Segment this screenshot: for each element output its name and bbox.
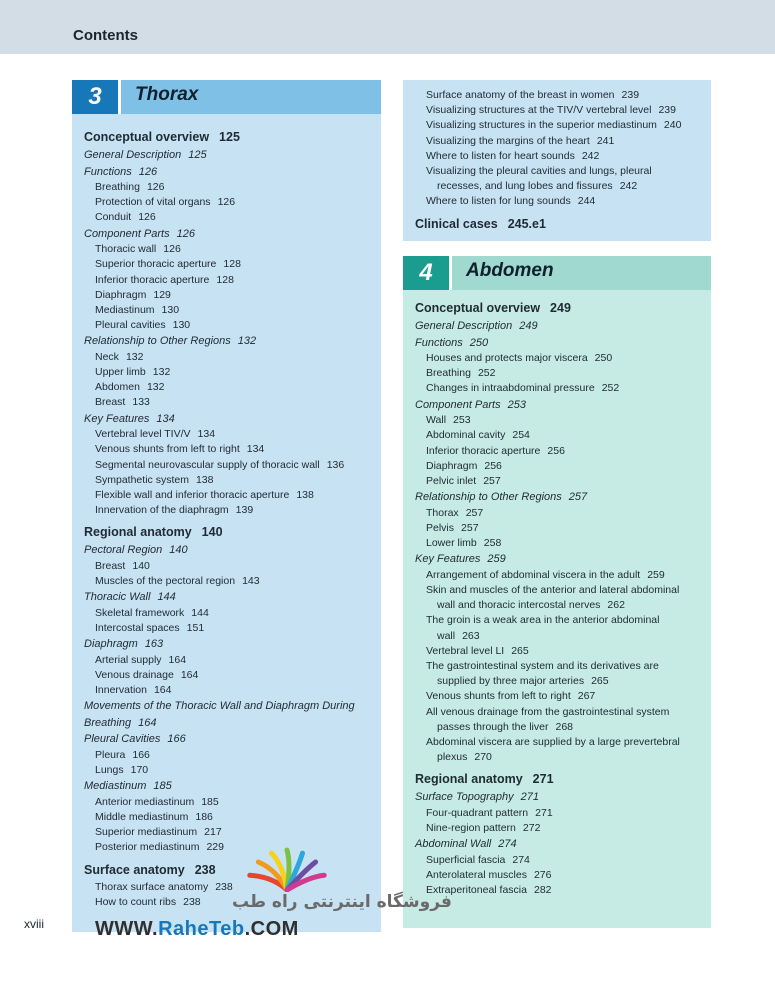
toc-entry-title: Posterior mediastinum [95, 841, 200, 854]
toc-entry[interactable] [415, 318, 701, 335]
toc-entry[interactable] [415, 644, 701, 659]
toc-entry-page: 186 [195, 810, 213, 823]
toc-entry-page: 244 [577, 195, 596, 208]
toc-entry[interactable] [84, 226, 371, 243]
toc-entry-title: Visualizing structures at the TIV/V vertebral level [426, 104, 652, 117]
toc-entry-page: 267 [577, 690, 596, 703]
toc-entry[interactable] [415, 689, 701, 704]
toc-entry-title: Surface anatomy [84, 862, 185, 877]
toc-entry-title: Regional anatomy [84, 525, 192, 540]
toc-entry-page: 151 [186, 621, 205, 634]
toc-entry-continued-text: passes through the liver [437, 720, 549, 733]
toc-entry[interactable] [84, 589, 371, 606]
toc-entry-title: Arrangement of abdominal viscera in the adult [426, 568, 641, 581]
toc-entry-page: 144 [157, 591, 176, 604]
toc-entry-title: Vertebral level TIV/V [95, 428, 191, 441]
toc-entry-title: Surface anatomy of the breast in women [426, 89, 615, 101]
toc-entry-page: 257 [465, 506, 484, 519]
toc-entry-title: Where to listen for lung sounds [426, 195, 571, 208]
toc-entry[interactable] [415, 335, 701, 352]
toc-entry[interactable] [415, 836, 701, 853]
watermark-url-prefix: WWW. [95, 918, 159, 940]
toc-entry-page: 143 [242, 575, 260, 588]
toc-entry-page: 271 [520, 791, 540, 804]
book-fan-logo-icon [247, 842, 327, 892]
toc-entry-page: 140 [169, 544, 188, 557]
toc-entry-continued-text: supplied by three major arteries [437, 675, 585, 688]
toc-entry-title: Venous shunts from left to right [426, 690, 571, 703]
toc-entry[interactable] [84, 411, 371, 428]
toc-entry-title: Upper limb [95, 366, 146, 379]
toc-entry-page: 252 [601, 382, 620, 395]
toc-entry-page: 132 [146, 381, 165, 394]
toc-entry[interactable] [84, 257, 371, 272]
toc-entry[interactable] [415, 118, 701, 133]
toc-entry-page: 129 [153, 288, 171, 301]
chapter-4-title: Abdomen [466, 260, 554, 281]
toc-entry[interactable] [84, 542, 371, 559]
toc-entry-title: Abdominal Wall [415, 838, 492, 851]
chapter-4-panel [403, 256, 711, 928]
chapter-3-title: Thorax [135, 84, 199, 105]
toc-entry[interactable] [84, 380, 371, 395]
toc-entry[interactable] [84, 350, 371, 365]
toc-entry-title: Pleura [95, 748, 126, 761]
toc-entry-title: Pleural cavities [95, 319, 166, 332]
toc-entry-title: Thoracic Wall [84, 591, 151, 604]
toc-entry-page: 125 [219, 130, 240, 144]
toc-entry-title: Surface Topography [415, 791, 514, 804]
toc-entry[interactable] [84, 503, 371, 518]
toc-entry-page: 239 [658, 104, 676, 117]
toc-entry[interactable] [415, 506, 701, 521]
toc-entry-page: 250 [594, 352, 613, 364]
toc-entry-title: Thoracic wall [95, 243, 157, 256]
toc-entry-page: 274 [512, 853, 530, 866]
toc-entry-title: Lower limb [426, 537, 477, 550]
toc-entry-title: Diaphragm [95, 288, 147, 301]
toc-entry-page: 164 [153, 684, 172, 697]
toc-entry[interactable] [84, 242, 371, 257]
toc-entry-page: 257 [461, 521, 479, 534]
toc-entry[interactable] [415, 613, 701, 643]
toc-entry-title: The gastrointestinal system and its derivatives are [426, 659, 659, 672]
toc-entry[interactable] [415, 568, 701, 583]
toc-entry[interactable] [415, 474, 701, 489]
toc-entry-page: 128 [216, 273, 234, 286]
toc-entry[interactable] [415, 536, 701, 551]
toc-entry-title-continued [426, 629, 701, 644]
toc-entry-page: 166 [167, 733, 186, 746]
toc-entry-page: 238 [183, 895, 201, 908]
toc-entry-page: 128 [223, 258, 241, 271]
toc-entry-page: 238 [194, 862, 216, 877]
toc-entry-page: 239 [621, 89, 640, 101]
toc-entry-page: 132 [237, 335, 257, 348]
toc-entry-title: Abdomen [95, 381, 140, 394]
toc-entry-title-continued [426, 750, 701, 765]
toc-entry-page: 253 [507, 398, 526, 411]
toc-entry-page: 249 [519, 320, 538, 332]
toc-entry-page: 259 [647, 568, 665, 581]
toc-entry-page: 134 [246, 443, 265, 456]
toc-entry[interactable] [84, 303, 371, 318]
toc-entry-title: Visualizing the margins of the heart [426, 134, 590, 147]
toc-entry-title: Relationship to Other Regions [84, 335, 231, 348]
toc-entry[interactable] [415, 366, 701, 381]
watermark-url [95, 918, 299, 941]
toc-entry[interactable] [415, 771, 701, 787]
toc-entry-title: Skin and muscles of the anterior and lateral abdominal [426, 583, 680, 596]
toc-entry-title-continued [426, 674, 701, 689]
toc-entry-title: Pectoral Region [84, 544, 163, 557]
toc-entry-title: Clinical cases [415, 216, 498, 231]
toc-entry-page: 257 [568, 491, 588, 504]
toc-entry[interactable] [84, 473, 371, 488]
chapter-3-panel [72, 80, 381, 932]
toc-entry-page: 164 [138, 716, 157, 729]
toc-entry-title: Pleural Cavities [84, 733, 161, 746]
toc-entry[interactable] [415, 583, 701, 613]
toc-entry-title: Key Features [415, 553, 481, 566]
toc-entry-title-continued [426, 598, 701, 613]
toc-entry[interactable] [84, 698, 371, 731]
toc-entry-title: Abdominal viscera are supplied by a large prevertebral [426, 735, 680, 748]
toc-entry-title: Regional anatomy [415, 772, 523, 787]
chapter-4-header [403, 256, 711, 290]
toc-entry[interactable] [84, 653, 371, 668]
toc-entry-title: Breast [95, 396, 126, 409]
toc-entry-page: 138 [195, 473, 214, 486]
toc-entry-page: 126 [176, 227, 195, 240]
toc-entry-page: 254 [512, 429, 530, 442]
toc-entry-title: Mediastinum [95, 303, 155, 316]
toc-entry-page: 259 [487, 553, 506, 566]
toc-entry[interactable] [415, 103, 701, 118]
toc-entry[interactable] [415, 216, 701, 232]
toc-entry-page: 270 [474, 751, 492, 764]
toc-entry-page: 271 [535, 806, 553, 819]
toc-entry-title: Thorax surface anatomy [95, 880, 209, 893]
toc-entry-title: Component Parts [84, 227, 170, 240]
toc-entry-title: Protection of vital organs [95, 196, 211, 209]
toc-entry-page: 126 [217, 196, 236, 209]
toc-entry[interactable] [84, 164, 371, 181]
toc-entry[interactable] [84, 810, 371, 825]
watermark-url-suffix: .COM [244, 918, 299, 940]
toc-entry-title: Functions [84, 165, 132, 178]
toc-entry-title: Mediastinum [84, 780, 147, 793]
toc-entry[interactable] [84, 748, 371, 763]
toc-entry[interactable] [84, 795, 371, 810]
toc-entry-title: Superior mediastinum [95, 826, 198, 839]
toc-entry-title: Sympathetic system [95, 473, 189, 486]
toc-entry-title: Pelvic inlet [426, 474, 477, 487]
toc-entry-title: Breast [95, 559, 126, 572]
toc-entry-title: Diaphragm [84, 638, 138, 651]
toc-entry-page: 282 [533, 884, 552, 897]
toc-entry-page: 163 [144, 638, 164, 651]
watermark [92, 842, 452, 942]
toc-entry[interactable] [415, 413, 701, 428]
toc-entry-page: 217 [204, 826, 222, 839]
toc-entry-page: 253 [453, 414, 471, 427]
toc-entry-page: 133 [132, 396, 150, 409]
toc-entry-title: Segmental neurovascular supply of thoracic wall [95, 458, 320, 471]
toc-entry[interactable] [84, 180, 371, 195]
toc-entry-title: Functions [415, 336, 463, 349]
toc-entry-page: 245.e1 [507, 216, 546, 231]
toc-entry-title: Arterial supply [95, 653, 162, 666]
toc-entry-page: 144 [191, 606, 209, 619]
toc-entry-page: 132 [152, 366, 171, 379]
toc-entry[interactable] [415, 489, 701, 506]
toc-entry-page: 242 [619, 180, 638, 193]
toc-entry-page: 256 [547, 444, 565, 457]
toc-entry[interactable] [415, 705, 701, 735]
toc-entry[interactable] [84, 395, 371, 410]
toc-entry[interactable] [415, 853, 701, 868]
toc-entry-title: Relationship to Other Regions [415, 491, 562, 504]
toc-entry[interactable] [84, 574, 371, 589]
toc-entry-title: Muscles of the pectoral region [95, 575, 236, 588]
toc-entry-title: Key Features [84, 412, 150, 425]
toc-entry-page: 276 [533, 868, 552, 881]
toc-entry[interactable] [84, 778, 371, 795]
toc-entry[interactable] [84, 427, 371, 442]
toc-entry[interactable] [84, 524, 371, 540]
toc-entry-title: Neck [95, 350, 119, 363]
toc-entry-page: 140 [201, 525, 223, 540]
toc-entry[interactable] [415, 444, 701, 459]
toc-entry-page: 132 [125, 350, 144, 363]
toc-entry[interactable] [84, 559, 371, 574]
toc-entry-page: 229 [206, 841, 224, 854]
toc-entry-title: Flexible wall and inferior thoracic aperture [95, 488, 290, 501]
toc-entry-title: Inferior thoracic aperture [95, 273, 210, 286]
toc-entry[interactable] [84, 668, 371, 683]
watermark-persian-text: فروشگاه اینترنتی راه طب [232, 892, 452, 912]
toc-entry-title: Venous shunts from left to right [95, 443, 240, 456]
toc-entry-title: Conduit [95, 211, 132, 224]
toc-entry-page: 249 [550, 301, 571, 315]
toc-entry-title: Skeletal framework [95, 606, 185, 619]
toc-entry-title: Vertebral level LI [426, 644, 505, 657]
toc-entry[interactable] [415, 88, 701, 103]
toc-entry-page: 139 [235, 504, 254, 517]
toc-entry-title: Anterolateral muscles [426, 868, 527, 881]
toc-entry[interactable] [84, 333, 371, 350]
toc-entry[interactable] [415, 459, 701, 474]
page-header [0, 0, 775, 54]
toc-entry[interactable] [84, 731, 371, 748]
page-title: Contents [73, 27, 138, 44]
toc-entry-title: The groin is a weak area in the anterior abdominal [426, 614, 660, 627]
toc-entry[interactable] [84, 458, 371, 473]
toc-entry-page: 238 [215, 880, 233, 893]
toc-entry[interactable] [415, 659, 701, 689]
toc-entry-title: Conceptual overview [84, 130, 210, 144]
toc-entry-page: 134 [156, 412, 175, 425]
toc-entry[interactable] [84, 273, 371, 288]
toc-entry-page: 250 [469, 336, 489, 349]
toc-entry-title: Anterior mediastinum [95, 795, 195, 808]
toc-entry-title: Abdominal cavity [426, 429, 506, 442]
toc-entry-title: Innervation [95, 684, 147, 697]
toc-entry[interactable] [84, 129, 371, 145]
toc-entry-page: 170 [130, 763, 149, 776]
toc-entry-continued-text: recesses, and lung lobes and fissures [437, 180, 613, 193]
toc-entry-title-continued [426, 720, 701, 735]
toc-entry-page: 140 [132, 559, 150, 572]
toc-entry[interactable] [84, 763, 371, 778]
toc-entry-title: General Description [415, 320, 513, 332]
toc-entry-title: Visualizing the pleural cavities and lungs, pleural [426, 165, 652, 178]
toc-entry-page: 164 [168, 653, 187, 666]
toc-entry-title: Conceptual overview [415, 301, 541, 315]
toc-entry-page: 130 [161, 303, 180, 316]
toc-entry-title: Houses and protects major viscera [426, 352, 588, 364]
toc-entry[interactable] [84, 210, 371, 225]
toc-entry-title: Visualizing structures in the superior mediastinum [426, 119, 657, 132]
toc-entry-continued-text: plexus [437, 751, 468, 764]
toc-entry[interactable] [415, 149, 701, 164]
toc-entry[interactable] [84, 636, 371, 653]
watermark-url-brand: RaheTeb [158, 918, 245, 940]
toc-entry-page: 125 [188, 149, 207, 161]
toc-entry-title: Superior thoracic aperture [95, 258, 217, 271]
toc-entry-title: Lungs [95, 763, 124, 776]
toc-entry[interactable] [415, 164, 701, 194]
toc-entry[interactable] [415, 134, 701, 149]
right-column [403, 80, 712, 928]
toc-entry-page: 265 [591, 675, 609, 688]
toc-entry[interactable] [84, 147, 371, 164]
toc-entry-title: Component Parts [415, 398, 501, 411]
toc-entry-page: 256 [484, 459, 502, 472]
toc-entry-title: Where to listen for heart sounds [426, 149, 575, 162]
toc-entry[interactable] [84, 442, 371, 457]
toc-entry-page: 130 [172, 319, 191, 332]
toc-entry[interactable] [415, 428, 701, 443]
toc-entry-title: All venous drainage from the gastrointestinal system [426, 705, 670, 718]
toc-entry[interactable] [415, 883, 701, 898]
toc-entry-title-continued [426, 179, 701, 194]
toc-entry-title: Thorax [426, 506, 459, 519]
toc-entry-page: 258 [483, 537, 502, 550]
toc-entry-continued-text: wall [437, 629, 456, 642]
toc-entry-page: 265 [511, 644, 529, 657]
toc-entry-page: 271 [532, 772, 554, 787]
toc-entry-title: Inferior thoracic aperture [426, 444, 541, 457]
chapter-4-number: 4 [403, 256, 449, 290]
toc-entry-page: 257 [483, 474, 501, 487]
toc-entry[interactable] [84, 195, 371, 210]
toc-entry[interactable] [84, 606, 371, 621]
toc-entry-title: Intercostal spaces [95, 621, 180, 634]
toc-entry-title: Nine-region pattern [426, 822, 516, 835]
toc-entry[interactable] [415, 351, 701, 366]
chapter-4-toc-list [403, 290, 711, 898]
toc-entry-title: General Description [84, 149, 182, 161]
toc-entry-title: Pelvis [426, 521, 455, 534]
chapter-3-number: 3 [72, 80, 118, 114]
chapter-3-header [72, 80, 381, 114]
toc-entry-title: How to count ribs [95, 895, 177, 908]
toc-entry-page: 126 [138, 165, 158, 178]
toc-entry[interactable] [415, 789, 701, 806]
toc-entry[interactable] [415, 194, 701, 209]
toc-entry-page: 242 [581, 149, 600, 162]
toc-entry-title: Movements of the Thoracic Wall and Diaphragm During Breathing [84, 700, 355, 729]
chapter-3-continued-panel [403, 80, 711, 241]
toc-entry-page: 263 [462, 629, 480, 642]
toc-entry-page: 136 [326, 458, 345, 471]
toc-entry-page: 252 [477, 367, 496, 380]
toc-entry-title: Breathing [95, 181, 140, 193]
toc-entry[interactable] [415, 300, 701, 316]
toc-entry-page: 126 [146, 181, 165, 193]
toc-entry[interactable] [84, 488, 371, 503]
toc-entry-page: 164 [180, 668, 199, 681]
toc-entry-page: 166 [132, 748, 150, 761]
toc-entry-page: 126 [138, 211, 156, 224]
toc-entry-title: Venous drainage [95, 668, 174, 681]
toc-entry[interactable] [84, 683, 371, 698]
toc-entry-title: Breathing [426, 367, 471, 380]
toc-entry[interactable] [84, 825, 371, 840]
toc-entry-page: 241 [596, 134, 615, 147]
toc-entry-title: Extraperitoneal fascia [426, 884, 527, 897]
toc-entry-page: 185 [153, 780, 172, 793]
toc-entry-continued-text: wall and thoracic intercostal nerves [437, 599, 601, 612]
toc-entry-page: 274 [498, 838, 517, 851]
toc-entry[interactable] [415, 735, 701, 765]
toc-entry-page: 185 [201, 795, 219, 808]
toc-entry-title: Diaphragm [426, 459, 478, 472]
toc-entry[interactable] [415, 521, 701, 536]
toc-entry[interactable] [84, 318, 371, 333]
toc-entry-page: 126 [163, 243, 181, 256]
toc-entry[interactable] [84, 288, 371, 303]
toc-entry[interactable] [415, 397, 701, 414]
toc-entry-page: 272 [522, 822, 541, 835]
toc-entry[interactable] [415, 551, 701, 568]
chapter-3-continued-list [403, 80, 711, 232]
toc-entry-title: Middle mediastinum [95, 810, 189, 823]
toc-entry-title: Innervation of the diaphragm [95, 504, 229, 517]
toc-entry-title: Changes in intraabdominal pressure [426, 382, 595, 395]
toc-entry-page: 134 [197, 428, 216, 441]
toc-entry[interactable] [84, 621, 371, 636]
toc-entry-page: 268 [555, 720, 574, 733]
toc-entry[interactable] [415, 381, 701, 396]
toc-entry-title: Four-quadrant pattern [426, 806, 529, 819]
toc-entry-page: 240 [663, 119, 682, 132]
toc-entry[interactable] [415, 821, 701, 836]
toc-entry-title: Wall [426, 414, 447, 427]
toc-entry-page: 138 [296, 488, 314, 501]
toc-entry-page: 262 [607, 599, 625, 612]
chapter-3-toc-list [72, 114, 381, 910]
toc-entry[interactable] [415, 806, 701, 821]
toc-entry[interactable] [415, 868, 701, 883]
toc-entry-title: Superficial fascia [426, 853, 506, 866]
page-number: xviii [24, 917, 44, 931]
toc-entry[interactable] [84, 365, 371, 380]
